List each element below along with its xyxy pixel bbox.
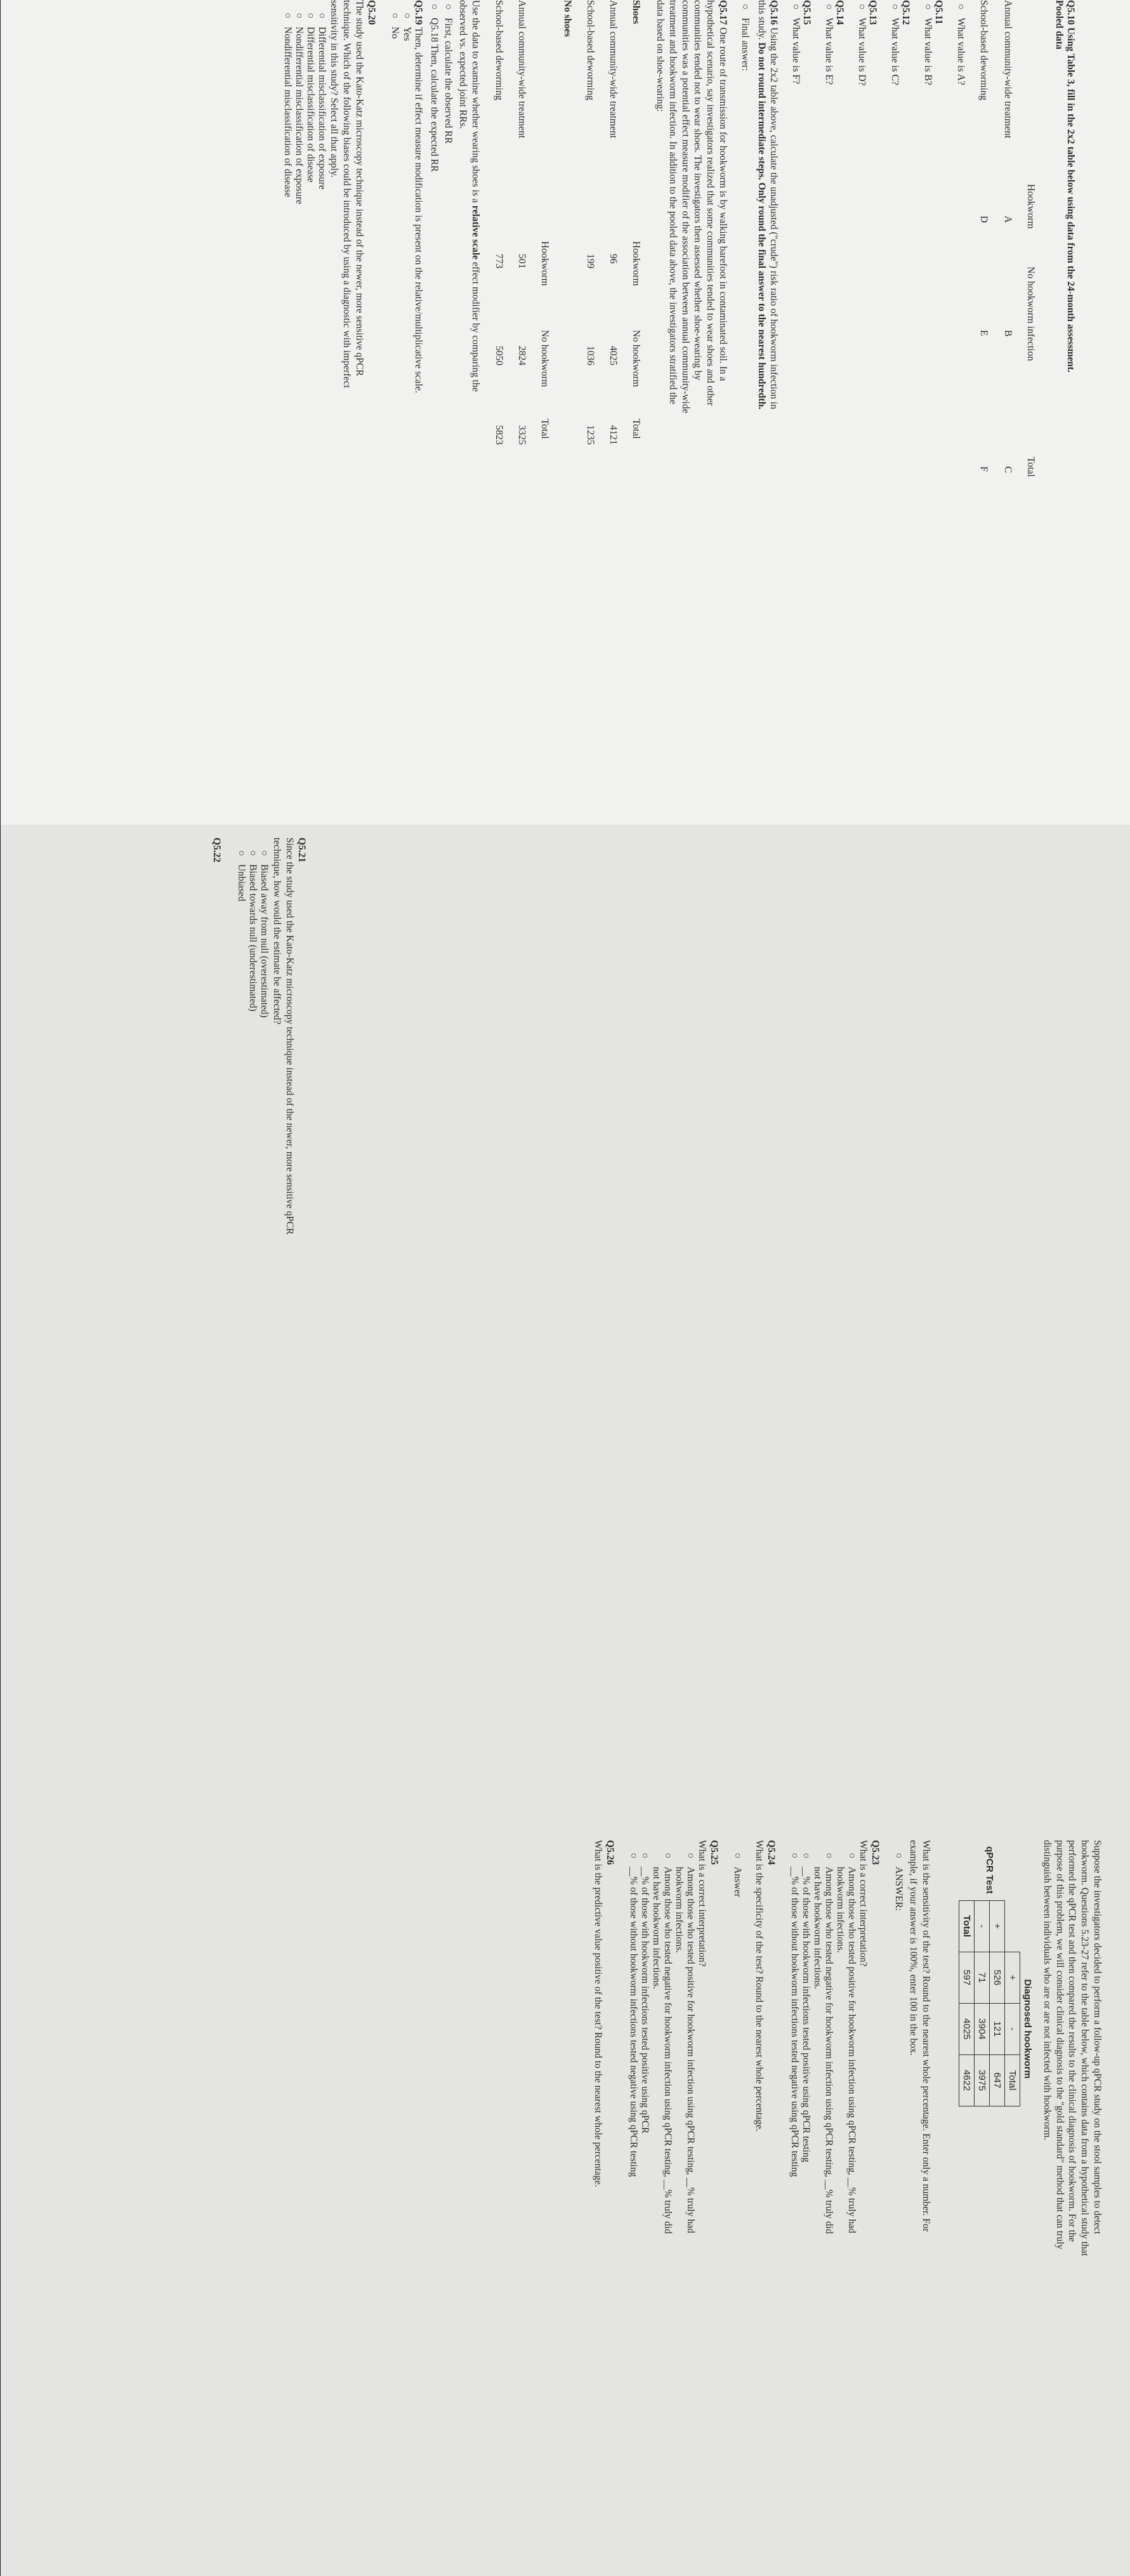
pooled-cell-b: B (1002, 330, 1013, 337)
q519-option-no[interactable]: ○No (390, 13, 400, 39)
shoes-cell: 1036 (585, 346, 596, 365)
q523-option[interactable]: ○Among those who tested positive for hookworm infection using qPCR testing, __% truly had (846, 1853, 857, 2233)
worksheet-page-2 (1, 825, 1130, 2576)
q520-option[interactable]: ○Nondifferential misclassification of exposure (294, 13, 305, 204)
value-question: ○What value is F? (791, 4, 801, 84)
value-question: ○What value is A? (956, 4, 966, 86)
no-shoes-cell: 3325 (516, 425, 527, 445)
pooled-col-no-hookworm: No hookworm infection (1025, 266, 1036, 361)
q520-option[interactable]: ○Differential misclassification of disease (305, 13, 316, 183)
q523-option-cont: not have hookworm infections. (812, 1867, 823, 1989)
qpcr-cell: 4025 (959, 2003, 975, 2054)
worksheet-page-1 (1, 0, 1130, 850)
no-shoes-col-hookworm: Hookworm (539, 241, 550, 286)
q525-option[interactable]: ○__% of those with hookworm infections tested positive using qPCR (640, 1853, 650, 2134)
shoes-title: Shoes (631, 0, 641, 24)
pooled-cell-c: C (1002, 466, 1013, 473)
value-question: ○What value is D? (857, 4, 867, 86)
pooled-row-label: Annual community-wide treatment (1002, 0, 1013, 138)
q524-question: What is the specificity of the test? Round to the nearest whole percentage. (754, 1840, 765, 2132)
no-shoes-cell: 5823 (494, 425, 504, 445)
value-question: ○What value is B? (923, 4, 933, 86)
q523-question: What is a correct interpretation? (858, 1840, 869, 1967)
pooled-cell-f: F (978, 466, 989, 472)
q522-label: Q5.22 (211, 838, 222, 863)
sensitivity-question: What is the sensitivity of the test? Round to the nearest whole percentage. Enter only a number. For example, if your answer is 100%, enter 100 in the box. (908, 1840, 931, 2232)
q520-text: The study used the Kato-Katz microscopy technique instead of the newer, more sensitive qPCR technique. Which of the following biases could be introduced by using a diagnostic with imperfect sensitivity in this study? Select all that apply. (329, 0, 365, 388)
sensitivity-answer[interactable]: ○ANSWER: (893, 1853, 904, 1911)
q510-heading: Q5.10 Using Table 3, fill in the 2x2 table below using data from the 24-month assessment. (1065, 0, 1076, 373)
q525-option-cont: not have hookworm infections. (651, 1867, 662, 1989)
shoes-cell: 4025 (608, 346, 619, 365)
no-shoes-title: No shoes (562, 0, 573, 37)
qpcr-row-total: Total (959, 1900, 975, 1952)
q516-text: Q5.16 Using the 2x2 table above, calculate the unadjusted ("crude") risk ratio of hookworm infection in (768, 0, 779, 409)
pooled-row-label: School-based deworming (978, 0, 989, 100)
q526-question: What is the predictive value positive of the test? Round to the nearest whole percentage. (593, 1840, 603, 2188)
q523-option-cont: hookworm infections. (835, 1867, 846, 1954)
shoes-cell: 199 (585, 254, 596, 269)
qpcr-cell: 526 (990, 1952, 1005, 2003)
shoes-cell: 4121 (608, 425, 619, 445)
q524-label: Q5.24 (766, 1840, 777, 1865)
emm-step-observed: ○First, calculate the observed RR (443, 4, 454, 144)
q511-label: Q5.11 (933, 0, 944, 25)
qpcr-row-pos: + (990, 1900, 1005, 1952)
q521-option[interactable]: ○Unbiased (236, 850, 247, 902)
q516-answer[interactable]: ○Final answer: (740, 4, 751, 71)
q520-option[interactable]: ○Differential misclassification of exposure (317, 13, 327, 190)
shoes-cell: 96 (608, 254, 619, 264)
q525-question: What is a correct interpretation? (697, 1840, 707, 1967)
q520-option[interactable]: ○Nondifferential misclassification of disease (282, 13, 293, 197)
qpcr-intro: Suppose the investigators decided to perform a follow-up qPCR study on the stool samples to detect hookworm. Questions 5.23-27 refer to the table below, which contains data from a hypothetical study that performed the qPCR test and then compared the results to the clinical diagnosis of hookworm. For the purpose of this problem, we will consider clinical diagnosis to the "gold standard" method that can truly distinguish between individuals who are or are not infected with hookworm. (1041, 1840, 1103, 2256)
q524-answer[interactable]: ○Answer (732, 1853, 743, 1898)
q514-label: Q5.14 (834, 0, 845, 25)
pooled-cell-a: A (1002, 216, 1013, 223)
q516-text-2: this study. Do not round intermediate steps. Only round the final answer to the nearest hundredth. (756, 0, 767, 410)
pooled-col-hookworm: Hookworm (1025, 184, 1036, 229)
qpcr-cell: 3904 (975, 2003, 990, 2054)
shoes-row-label: School-based deworming (585, 0, 596, 100)
q523-label: Q5.23 (870, 1840, 881, 1865)
qpcr-cell: 647 (990, 2054, 1005, 2106)
q521-text: Since the study used the Kato-Katz microscopy technique instead of the newer, more sensitive qPCR technique, how would the estimate be affected? (272, 838, 295, 1235)
q526-label: Q5.26 (605, 1840, 615, 1865)
q521-option[interactable]: ○Biased towards null (underestimated) (247, 850, 258, 1012)
q525-label: Q5.25 (709, 1840, 719, 1865)
shoes-col-total: Total (631, 419, 641, 439)
qpcr-table (959, 1840, 1035, 2106)
no-shoes-cell: 501 (516, 254, 527, 269)
pooled-col-total: Total (1025, 457, 1036, 477)
value-question: ○What value is C? (890, 4, 900, 86)
q521-option[interactable]: ○Biased away from null (overestimated) (259, 850, 270, 1018)
qpcr-row-title: qPCR Test (984, 1846, 995, 1894)
pooled-cell-d: D (978, 216, 989, 223)
value-question: ○What value is E? (824, 4, 834, 85)
q523-option[interactable]: ○__% of those without hookworm infections tested negative using qPCR testing (789, 1853, 800, 2178)
q519-option-yes[interactable]: ○Yes (402, 13, 412, 41)
q517-text: Q5.17 One route of transmission for hookworm is by walking barefoot in contaminated soil. In a hypothetical scenario, say investigators realized that some communities tended to wear shoes and other communities tended not to wear shoes. The investigators then assessed whether shoe-wearing by communities was a potential effect measure modifier of the association between annual community-wide treatment and hookworm infection. In addition to the pooled data above, the investigators stratified the data based on shoe-wearing: (654, 0, 728, 414)
q523-option[interactable]: ○Among those who tested negative for hookworm infection using qPCR testing, __% truly did (824, 1853, 834, 2234)
q523-option[interactable]: ○__% of those with hookworm infections tested positive using qPCR testing (801, 1853, 811, 2162)
no-shoes-col-total: Total (539, 419, 550, 439)
no-shoes-cell: 2824 (516, 346, 527, 365)
q513-label: Q5.13 (867, 0, 878, 25)
shoes-row-label: Annual community-wide treatment (608, 0, 619, 138)
no-shoes-row-label: Annual community-wide treatment (516, 0, 527, 138)
q520-label: Q5.20 (366, 0, 377, 25)
q518-step: ○Q5.18 Then, calculate the expected RR (429, 4, 440, 172)
q515-label: Q5.15 (801, 0, 812, 25)
shoes-col-no-hookworm: No hookworm (631, 330, 641, 387)
qpcr-col-neg: - (1005, 2003, 1020, 2054)
qpcr-cell: 71 (975, 1952, 990, 2003)
q525-option-cont: hookworm infections. (674, 1867, 685, 1954)
emm-instructions: Use the data to examine whether wearing shoes is a relative scale effect modifier by comparing the observed vs. expected joint RRs. (457, 0, 481, 392)
q525-option[interactable]: ○Among those who tested negative for hookworm infection using qPCR testing, __% truly did (662, 1853, 673, 2234)
qpcr-cell: 121 (990, 2003, 1005, 2054)
qpcr-cell: 4622 (959, 2054, 975, 2106)
q525-option[interactable]: ○Among those who tested positive for hookworm infection using qPCR testing, __% truly had (685, 1853, 696, 2233)
no-shoes-cell: 773 (494, 254, 504, 269)
no-shoes-cell: 5050 (494, 346, 504, 365)
pooled-cell-e: E (978, 330, 989, 336)
qpcr-col-pos: + (1005, 1952, 1020, 2003)
qpcr-row-neg: - (975, 1900, 990, 1952)
no-shoes-col-no-hookworm: No hookworm (539, 330, 550, 387)
qpcr-cell: 3975 (975, 2054, 990, 2106)
q519-text: Q5.19 Then, determine if effect measure modification is present on the relative/multiplicative scale. (413, 0, 424, 393)
pooled-data-label: Pooled data (1054, 0, 1065, 49)
qpcr-cell: 597 (959, 1952, 975, 2003)
qpcr-table-title: Diagnosed hookworm (1022, 1979, 1033, 2079)
q512-label: Q5.12 (900, 0, 911, 25)
shoes-cell: 1235 (585, 425, 596, 445)
qpcr-col-total: Total (1005, 2054, 1020, 2106)
q521-label: Q5.21 (296, 838, 307, 863)
q525-option[interactable]: ○__% of those without hookworm infections tested negative using qPCR testing (628, 1853, 639, 2178)
shoes-col-hookworm: Hookworm (631, 241, 641, 286)
no-shoes-row-label: School-based deworming (494, 0, 504, 100)
